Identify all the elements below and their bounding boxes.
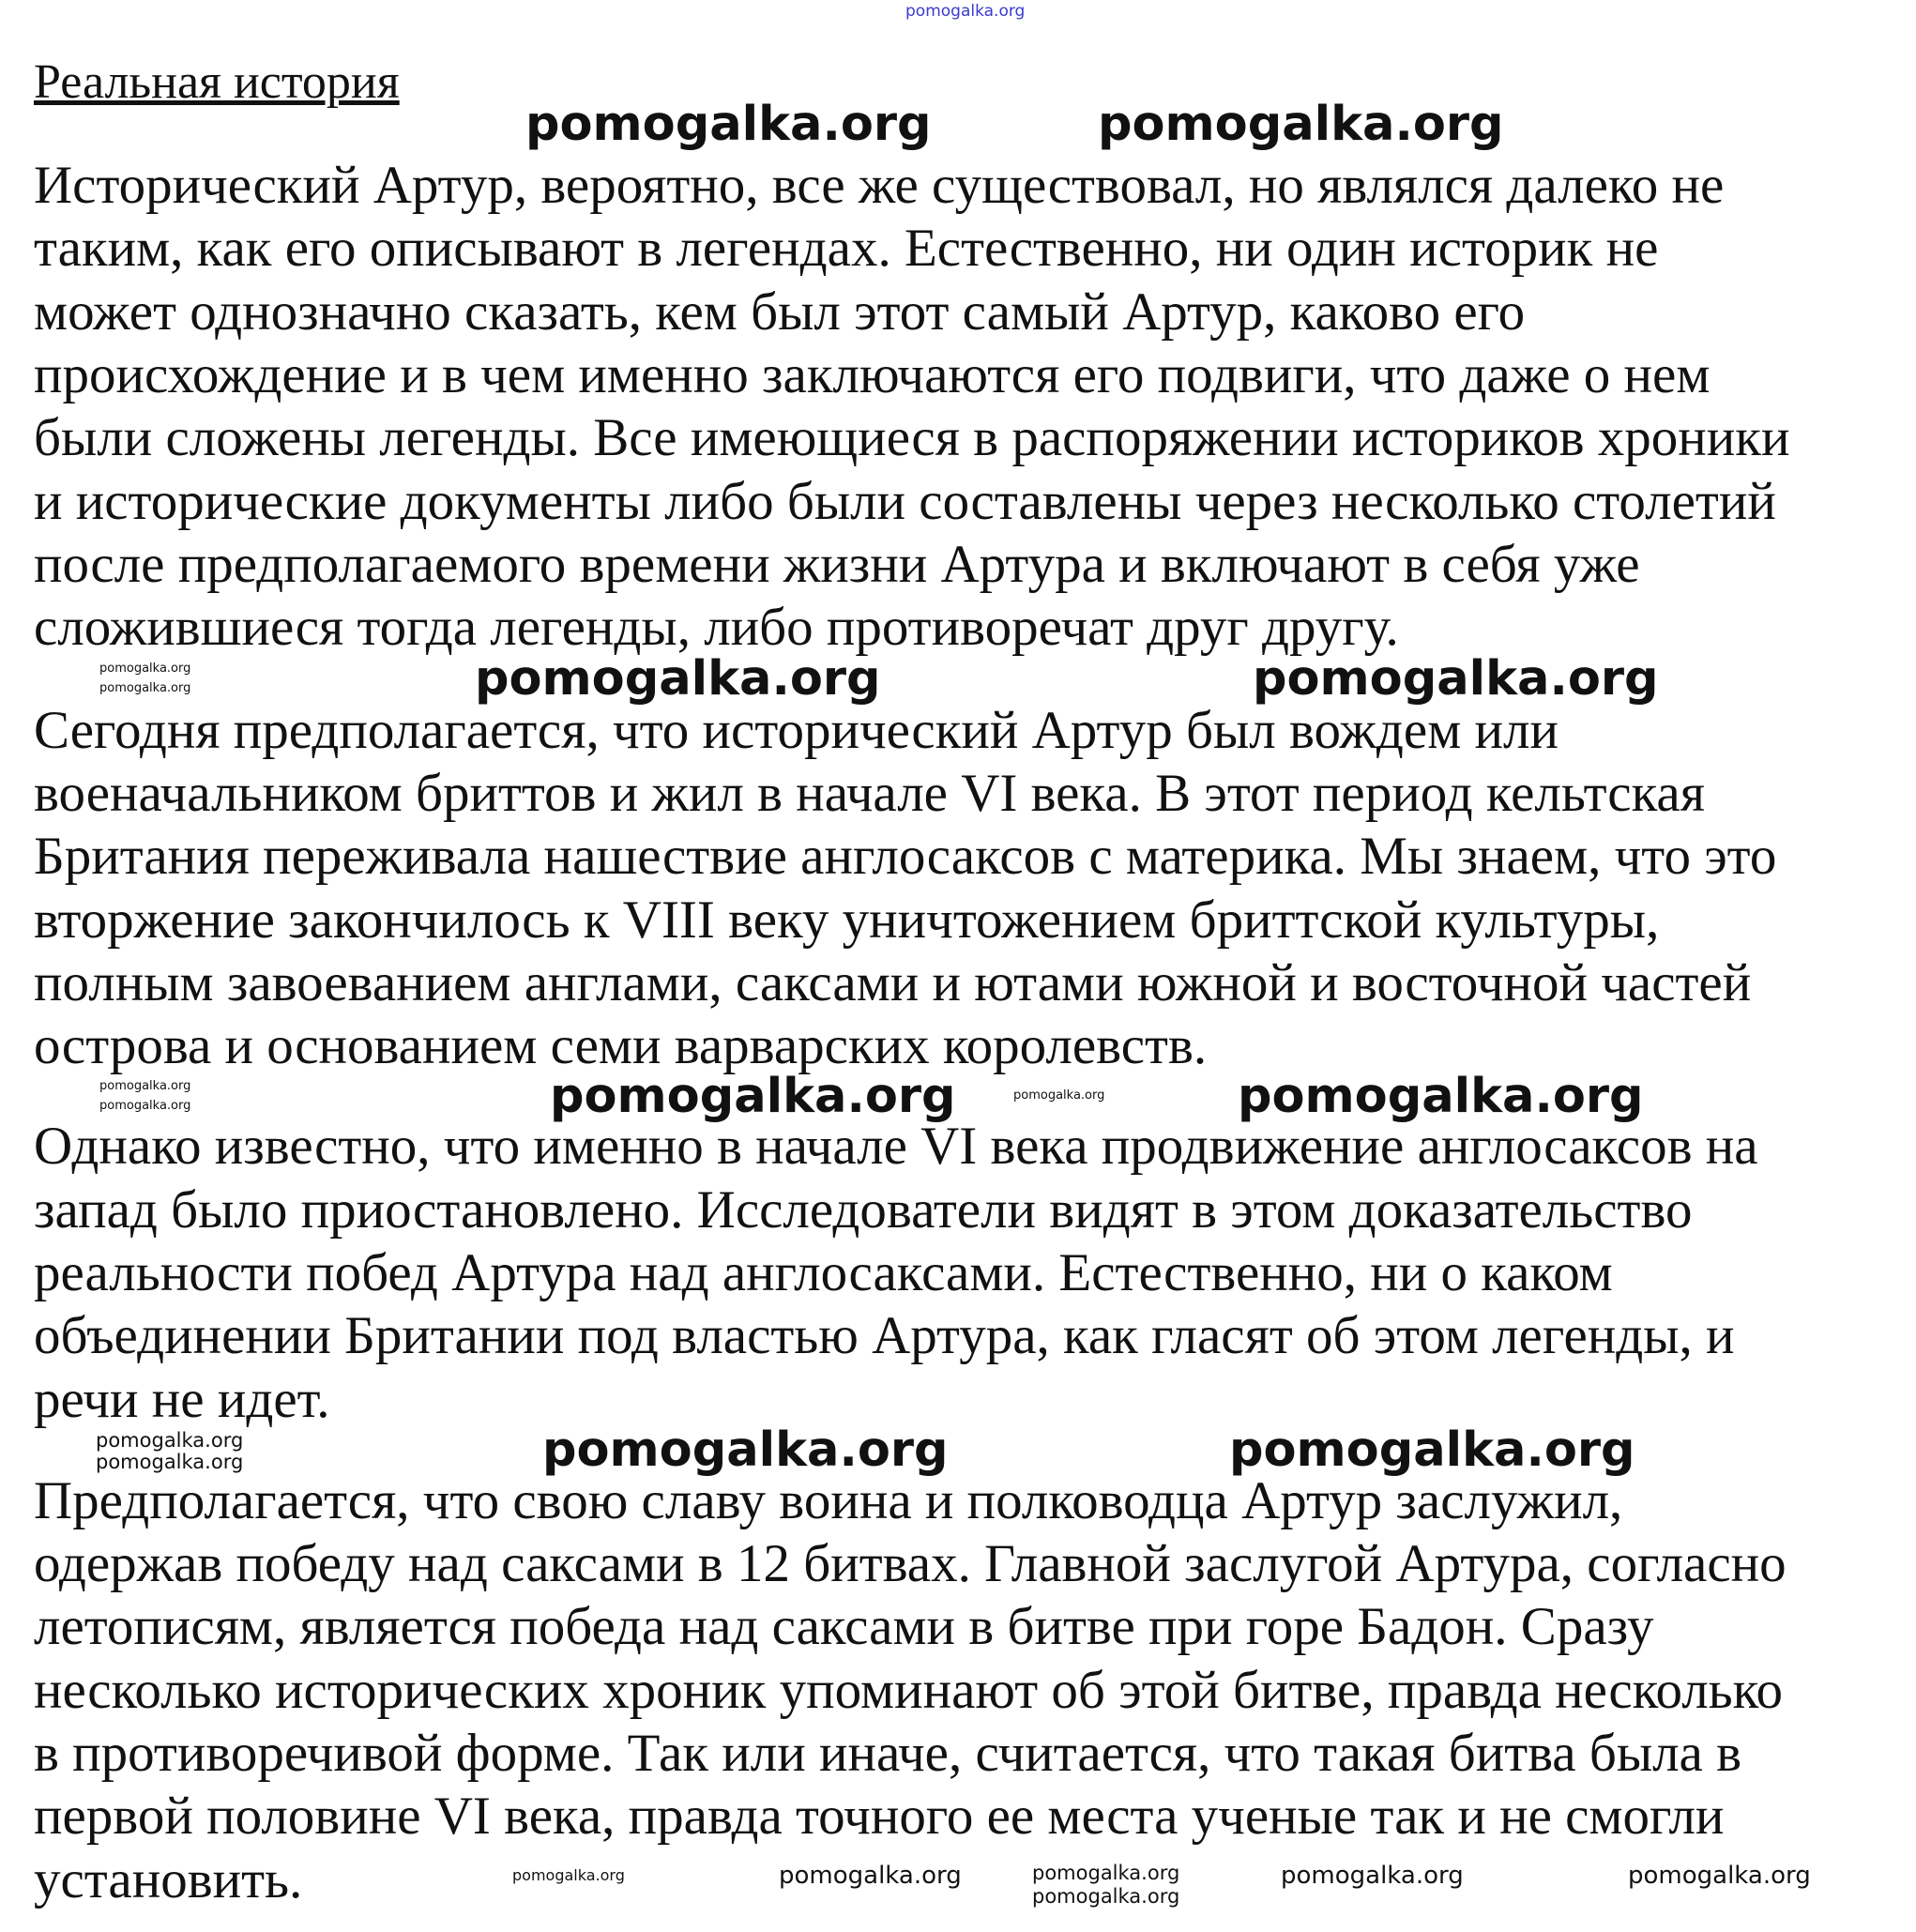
- watermark: pomogalka.org: [525, 97, 932, 152]
- text-line: вторжение закончилось к VIII веку уничтожением бриттской культуры,: [34, 890, 1660, 950]
- watermark: pomogalka.org: [1229, 1422, 1635, 1478]
- text-line: Предполагается, что свою славу воина и полководца Артур заслужил,: [34, 1471, 1623, 1530]
- text-line: полным завоеванием англами, саксами и ютами южной и восточной частей: [34, 953, 1752, 1012]
- watermark: pomogalka.org: [99, 1079, 191, 1093]
- text-line: несколько исторических хроник упоминают об этой битве, правда несколько: [34, 1661, 1783, 1720]
- text-line: таким, как его описывают в легендах. Естественно, ни один историк не: [34, 219, 1659, 278]
- watermark: pomogalka.org: [1032, 1885, 1180, 1908]
- text-line: сложившиеся тогда легенды, либо противоречат друг другу.: [34, 598, 1399, 657]
- text-line: Сегодня предполагается, что исторический Артур был вождем или: [34, 701, 1559, 760]
- text-line: и исторические документы либо были составлены через несколько столетий: [34, 472, 1776, 531]
- text-line: Британия переживала нашествие англосаксов с материка. Мы знаем, что это: [34, 827, 1777, 886]
- text-line: происхождение и в чем именно заключаются его подвиги, что даже о нем: [34, 345, 1711, 404]
- text-line: острова и основанием семи варварских королевств.: [34, 1016, 1208, 1075]
- watermark: pomogalka.org: [99, 681, 191, 695]
- watermark: pomogalka.org: [99, 662, 191, 676]
- text-line: может однозначно сказать, кем был этот самый Артур, каково его: [34, 282, 1526, 342]
- text-line: были сложены легенды. Все имеющиеся в распоряжении историков хроники: [34, 408, 1790, 467]
- text-line: в противоречивой форме. Так или иначе, считается, что такая битва была в: [34, 1724, 1742, 1783]
- text-line: запад было приостановлено. Исследователи видят в этом доказательство: [34, 1180, 1693, 1240]
- watermark: pomogalka.org: [475, 651, 881, 707]
- text-line: реальности побед Артура над англосаксами. Естественно, ни о каком: [34, 1243, 1613, 1302]
- text-line: летописям, является победа над саксами в битве при горе Бадон. Сразу: [34, 1597, 1654, 1656]
- text-line: первой половине VI века, правда точного ее места ученые так и не смогли: [34, 1787, 1725, 1846]
- watermark: pomogalka.org: [1098, 97, 1504, 152]
- text-line: после предполагаемого времени жизни Артура и включают в себя уже: [34, 535, 1640, 594]
- watermark: pomogalka.org: [542, 1422, 949, 1478]
- text-line: военачальником бриттов и жил в начале VI века. В этот период кельтская: [34, 764, 1705, 823]
- text-line: объединении Британии под властью Артура, как гласят об этом легенды, и: [34, 1306, 1735, 1365]
- watermark: pomogalka.org: [1281, 1862, 1464, 1890]
- text-line: одержав победу над саксами в 12 битвах. Главной заслугой Артура, согласно: [34, 1534, 1787, 1593]
- watermark: pomogalka.org: [550, 1069, 956, 1124]
- text-line: Однако известно, что именно в начале VI века продвижение англосаксов на: [34, 1117, 1758, 1176]
- watermark: pomogalka.org: [1013, 1088, 1105, 1103]
- watermark: pomogalka.org: [99, 1099, 191, 1113]
- watermark: pomogalka.org: [1628, 1862, 1811, 1890]
- watermark: pomogalka.org: [96, 1451, 244, 1473]
- watermark: pomogalka.org: [779, 1862, 962, 1890]
- watermark: pomogalka.org: [96, 1429, 244, 1452]
- text-line: речи не идет.: [34, 1370, 330, 1429]
- header-watermark: pomogalka.org: [905, 2, 1026, 21]
- watermark: pomogalka.org: [1238, 1069, 1644, 1124]
- watermark: pomogalka.org: [1032, 1862, 1180, 1884]
- text-line: установить.: [34, 1850, 303, 1909]
- text-line: Исторический Артур, вероятно, все же существовал, но являлся далеко не: [34, 156, 1725, 215]
- watermark: pomogalka.org: [1253, 651, 1659, 707]
- watermark: pomogalka.org: [512, 1866, 625, 1884]
- page-title: Реальная история: [34, 55, 400, 109]
